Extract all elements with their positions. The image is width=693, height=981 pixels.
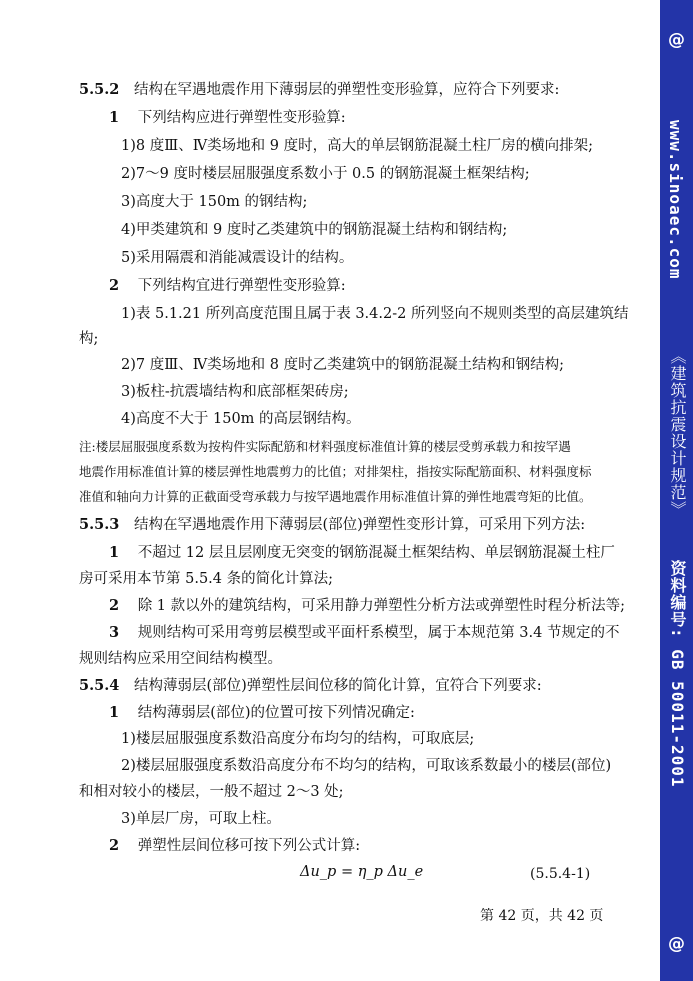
item-text: 结构薄弱层(部位)的位置可按下列情况确定: [137, 705, 415, 721]
item-number: 2 [109, 277, 120, 294]
item-1 [109, 108, 346, 128]
item-text: 除 1 款以外的建筑结构，可采用静力弹塑性分析方法或弹塑性时程分析法等; [137, 598, 626, 614]
subitem: 2)7～9 度时楼层屈服强度系数小于 0.5 的钢筋混凝土框架结构; [121, 166, 530, 182]
section-title: 结构薄弱层(部位)弹塑性层间位移的简化计算，宜符合下列要求: [133, 678, 542, 694]
subitem: 1)楼层屈服强度系数沿高度分布均匀的结构，可取底层; [121, 731, 475, 747]
item-2 [109, 596, 625, 616]
item-continuation: 房可采用本节第 5.5.4 条的简化计算法; [79, 571, 333, 587]
item-text: 下列结构宜进行弹塑性变形验算: [137, 278, 346, 294]
section-5-5-4-heading [79, 676, 542, 696]
section-number: 5.5.3 [79, 516, 120, 533]
item-continuation: 规则结构应采用空间结构模型。 [79, 651, 282, 667]
sidebar-url: www.sinoaec.com [666, 120, 685, 280]
item-number: 2 [109, 597, 120, 614]
item-number: 3 [109, 624, 120, 641]
item-number: 1 [109, 704, 120, 721]
section-number: 5.5.4 [79, 677, 120, 694]
sidebar-banner [660, 0, 693, 981]
item-1 [109, 543, 615, 563]
note-line: 准值和轴向力计算的正截面受弯承载力与按罕遇地震作用标准值计算的弹性地震弯矩的比值。 [79, 489, 592, 504]
sidebar-code: 资料编号: GB 50011-2001 [668, 560, 687, 788]
subitem-continuation: 和相对较小的楼层，一般不超过 2～3 处; [79, 784, 344, 800]
subitem: 1)8 度Ⅲ、Ⅳ类场地和 9 度时，高大的单层钢筋混凝土柱厂房的横向排架; [121, 138, 594, 154]
item-number: 1 [109, 109, 120, 126]
sidebar-book-title: 《建筑抗震设计规范》 [668, 348, 687, 518]
subitem: 3)单层厂房，可取上柱。 [121, 811, 281, 827]
at-sign-icon: @ [668, 30, 685, 50]
item-text: 规则结构可采用弯剪层模型或平面杆系模型，属于本规范第 3.4 节规定的不 [137, 625, 620, 641]
section-5-5-3-heading [79, 515, 585, 535]
page-number: 第 42 页，共 42 页 [480, 908, 604, 924]
at-sign-icon: @ [668, 934, 685, 954]
section-title: 结构在罕遇地震作用下薄弱层(部位)弹塑性变形计算，可采用下列方法: [133, 517, 586, 533]
item-2 [109, 836, 360, 856]
item-text: 弹塑性层间位移可按下列公式计算: [137, 838, 361, 854]
subitem: 5)采用隔震和消能减震设计的结构。 [121, 250, 354, 266]
equation-number: (5.5.4-1) [530, 866, 591, 882]
item-number: 2 [109, 837, 120, 854]
subitem: 3)高度大于 150m 的钢结构; [121, 194, 308, 210]
formula: Δu_p = η_p Δu_e [300, 864, 424, 880]
subitem: 4)高度不大于 150m 的高层钢结构。 [121, 411, 361, 427]
subitem: 4)甲类建筑和 9 度时乙类建筑中的钢筋混凝土结构和钢结构; [121, 222, 508, 238]
item-text: 下列结构应进行弹塑性变形验算: [137, 110, 346, 126]
item-2 [109, 276, 346, 296]
subitem: 2)7 度Ⅲ、Ⅳ类场地和 8 度时乙类建筑中的钢筋混凝土结构和钢结构; [121, 357, 565, 373]
item-number: 1 [109, 544, 120, 561]
section-number: 5.5.2 [79, 81, 120, 98]
subitem: 2)楼层屈服强度系数沿高度分布不均匀的结构，可取该系数最小的楼层(部位) [121, 758, 612, 774]
note-line: 地震作用标准值计算的楼层弹性地震剪力的比值；对排架柱，指按实际配筋面积、材料强度标 [79, 464, 592, 479]
item-text: 不超过 12 层且层刚度无突变的钢筋混凝土框架结构、单层钢筋混凝土柱厂 [137, 545, 615, 561]
subitem: 3)板柱-抗震墙结构和底部框架砖房; [121, 384, 349, 400]
section-5-5-2-heading [79, 80, 559, 100]
item-1 [109, 703, 415, 723]
section-title: 结构在罕遇地震作用下薄弱层的弹塑性变形验算，应符合下列要求: [133, 82, 560, 98]
subitem: 1)表 5.1.21 所列高度范围且属于表 3.4.2-2 所列竖向不规则类型的高层建筑结 [121, 306, 629, 322]
item-3 [109, 623, 619, 643]
subitem-continuation: 构; [79, 331, 99, 347]
note-line: 注:楼层屈服强度系数为按构件实际配筋和材料强度标准值计算的楼层受剪承载力和按罕遇 [79, 439, 571, 454]
